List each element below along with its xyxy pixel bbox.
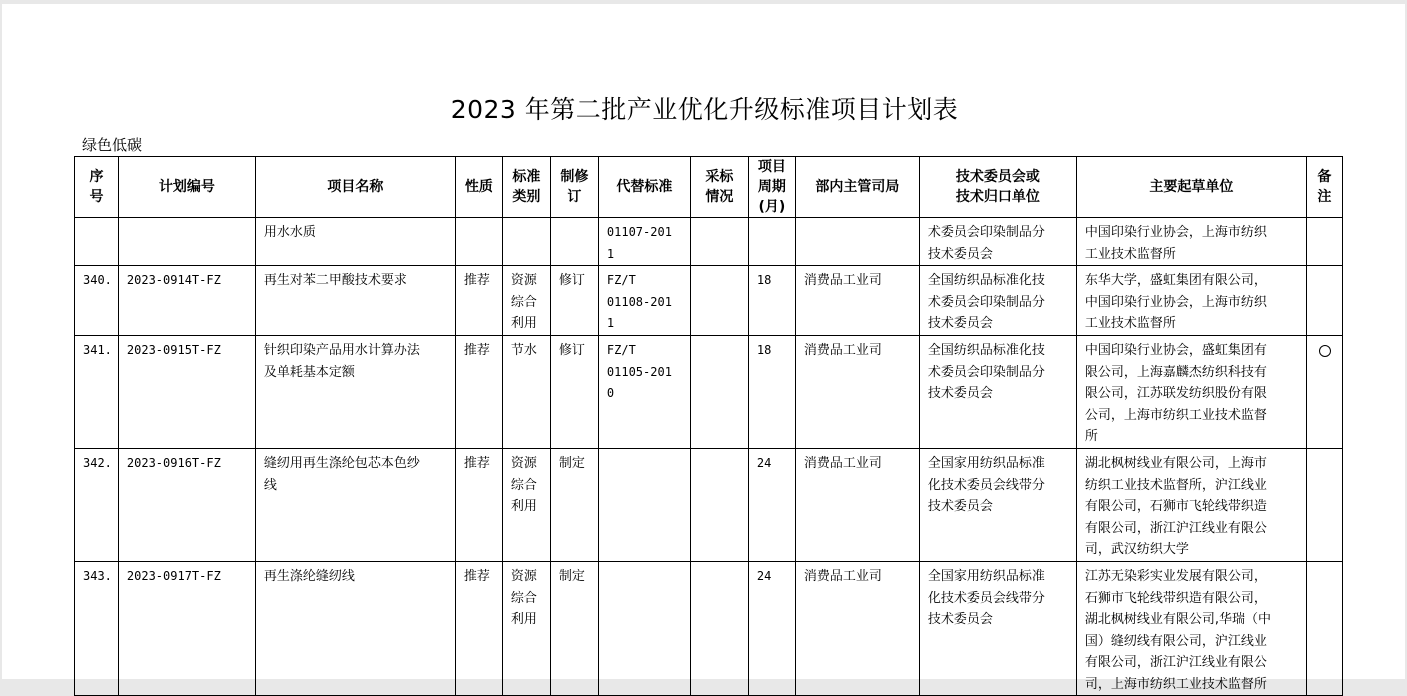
cell-dept (795, 218, 919, 266)
cell-plan-no: 2023-0914T-FZ (118, 266, 255, 336)
cell-dept: 消费品工业司 (795, 335, 919, 448)
cell-committee: 术委员会印染制品分 技术委员会 (919, 218, 1076, 266)
cell-seq (75, 218, 119, 266)
table-row (75, 218, 1343, 266)
cell-dept: 消费品工业司 (795, 561, 919, 696)
cell-revise: 修订 (550, 266, 598, 336)
cell-revise (550, 218, 598, 266)
header-cycle: 项目 周期 (月) (748, 157, 795, 218)
header-std-type: 标准 类别 (502, 157, 550, 218)
header-drafters: 主要起草单位 (1076, 157, 1306, 218)
cell-std-type: 资源 综合 利用 (502, 266, 550, 336)
header-adopt: 采标 情况 (690, 157, 748, 218)
cell-cycle: 24 (748, 448, 795, 561)
cell-seq: 342. (75, 448, 119, 561)
cell-seq: 341. (75, 335, 119, 448)
cell-committee: 全国家用纺织品标准 化技术委员会线带分 技术委员会 (919, 561, 1076, 696)
header-replace: 代替标准 (598, 157, 690, 218)
cell-cycle (748, 218, 795, 266)
cell-seq: 343. (75, 561, 119, 696)
header-revise: 制修 订 (550, 157, 598, 218)
cell-remark (1306, 218, 1342, 266)
table-row (75, 561, 1343, 696)
cell-project-name: 再生对苯二甲酸技术要求 (255, 266, 455, 336)
header-project-name: 项目名称 (255, 157, 455, 218)
cell-nature: 推荐 (455, 266, 502, 336)
table-header-row (75, 157, 1343, 218)
cell-remark (1306, 266, 1342, 336)
cell-revise: 修订 (550, 335, 598, 448)
cell-nature: 推荐 (455, 448, 502, 561)
page-title: 2023 年第二批产业优化升级标准项目计划表 (450, 95, 959, 124)
cell-seq: 340. (75, 266, 119, 336)
table-row (75, 448, 1343, 561)
cell-drafters: 江苏无染彩实业发展有限公司， 石狮市飞轮线带织造有限公司， 湖北枫树线业有限公司,华瑞（中 国）缝纫线有限公司，沪江线业 有限公司，浙江沪江线业有限公 司，上海市纺织工业技术监督所 (1076, 561, 1306, 696)
cell-plan-no: 2023-0915T-FZ (118, 335, 255, 448)
cell-cycle: 18 (748, 335, 795, 448)
cell-committee: 全国纺织品标准化技 术委员会印染制品分 技术委员会 (919, 266, 1076, 336)
cell-replace: FZ/T 01105-201 0 (598, 335, 690, 448)
circle-mark-icon (1319, 345, 1331, 357)
cell-plan-no (118, 218, 255, 266)
cell-project-name: 针织印染产品用水计算办法 及单耗基本定额 (255, 335, 455, 448)
cell-adopt (690, 335, 748, 448)
cell-remark (1306, 448, 1342, 561)
cell-cycle: 24 (748, 561, 795, 696)
cell-revise: 制定 (550, 448, 598, 561)
cell-project-name: 用水水质 (255, 218, 455, 266)
cell-replace (598, 448, 690, 561)
cell-nature (455, 218, 502, 266)
cell-std-type: 资源 综合 利用 (502, 448, 550, 561)
cell-plan-no: 2023-0916T-FZ (118, 448, 255, 561)
cell-dept: 消费品工业司 (795, 266, 919, 336)
cell-revise: 制定 (550, 561, 598, 696)
document-page (2, 4, 1405, 692)
cell-remark (1306, 335, 1342, 448)
cell-remark (1306, 561, 1342, 696)
cell-nature: 推荐 (455, 561, 502, 696)
cell-cycle: 18 (748, 266, 795, 336)
header-seq: 序 号 (75, 157, 119, 218)
cell-drafters: 中国印染行业协会，盛虹集团有 限公司，上海嘉麟杰纺织科技有 限公司，江苏联发纺织股份有限 公司，上海市纺织工业技术监督 所 (1076, 335, 1306, 448)
header-dept: 部内主管司局 (795, 157, 919, 218)
header-plan-no: 计划编号 (118, 157, 255, 218)
cell-drafters: 湖北枫树线业有限公司，上海市 纺织工业技术监督所，沪江线业 有限公司，石狮市飞轮线带织造 有限公司，浙江沪江线业有限公 司，武汉纺织大学 (1076, 448, 1306, 561)
cell-adopt (690, 218, 748, 266)
cell-dept: 消费品工业司 (795, 448, 919, 561)
category-label: 绿色低碳 (82, 136, 143, 154)
cell-std-type: 节水 (502, 335, 550, 448)
header-remark: 备 注 (1306, 157, 1342, 218)
cell-committee: 全国纺织品标准化技 术委员会印染制品分 技术委员会 (919, 335, 1076, 448)
table-row (75, 266, 1343, 336)
cell-std-type: 资源 综合 利用 (502, 561, 550, 696)
cell-nature: 推荐 (455, 335, 502, 448)
cell-project-name: 缝纫用再生涤纶包芯本色纱 线 (255, 448, 455, 561)
table-row (75, 335, 1343, 448)
cell-adopt (690, 561, 748, 696)
cell-std-type (502, 218, 550, 266)
cell-replace: FZ/T 01108-201 1 (598, 266, 690, 336)
cell-project-name: 再生涤纶缝纫线 (255, 561, 455, 696)
cell-drafters: 中国印染行业协会，上海市纺织 工业技术监督所 (1076, 218, 1306, 266)
cell-committee: 全国家用纺织品标准 化技术委员会线带分 技术委员会 (919, 448, 1076, 561)
header-nature: 性质 (455, 157, 502, 218)
cell-adopt (690, 448, 748, 561)
cell-replace: 01107-201 1 (598, 218, 690, 266)
plan-table (74, 156, 1343, 696)
cell-replace (598, 561, 690, 696)
cell-drafters: 东华大学，盛虹集团有限公司， 中国印染行业协会，上海市纺织 工业技术监督所 (1076, 266, 1306, 336)
cell-plan-no: 2023-0917T-FZ (118, 561, 255, 696)
header-committee: 技术委员会或 技术归口单位 (919, 157, 1076, 218)
cell-adopt (690, 266, 748, 336)
